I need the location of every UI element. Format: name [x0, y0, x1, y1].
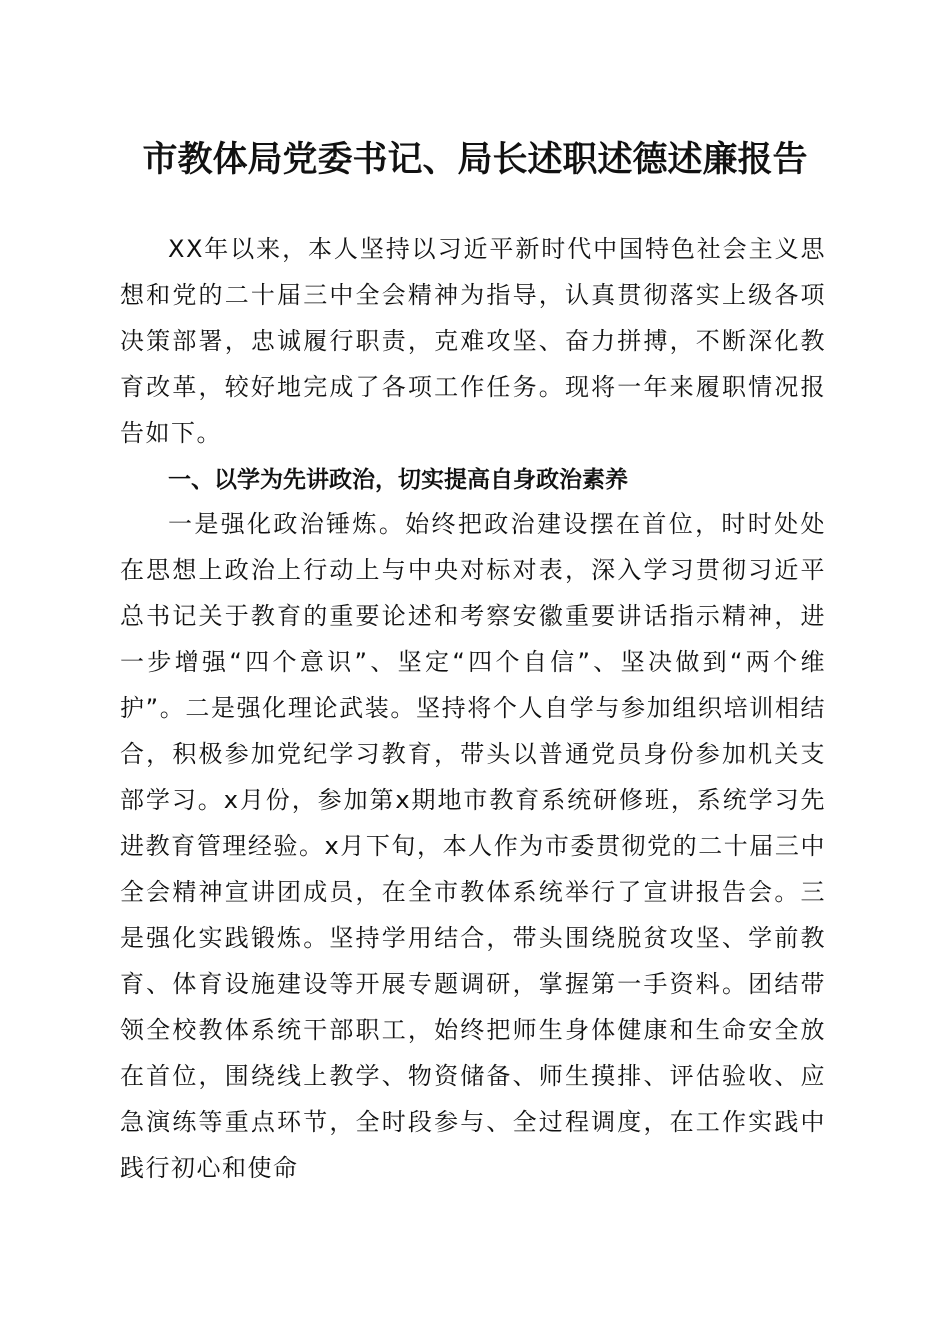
- section-heading: 一、以学为先讲政治，切实提高自身政治素养: [168, 467, 628, 493]
- document-title: 市教体局党委书记、局长述职述德述廉报告: [142, 139, 808, 180]
- section-paragraph: 一是强化政治锤炼。始终把政治建设摆在首位，时时处处在思想上政治上行动上与中央对标对表，深入学习贯彻习近平总书记关于教育的重要论述和考察安徽重要讲话指示精神，进一步增强“四个意识”、坚定“四个自信”、坚决做到“两个维护”。二是强化理论武装。坚持将个人自学与参加组织培训相结合，积极参加党纪学习教育，带头以普通党员身份参加机关支部学习。x月份，参加第x期地市教育系统研修班，系统学习先进教育管理经验。x月下旬，本人作为市委贯彻党的二十届三中全会精神宣讲团成员，在全市教体系统举行了宣讲报告会。三是强化实践锻炼。坚持学用结合，带头围绕脱贫攻坚、学前教育、体育设施建设等开展专题调研，掌握第一手资料。团结带领全校教体系统干部职工，始终把师生身体健康和生命安全放在首位，围绕线上教学、物资储备、师生摸排、评估验收、应急演练等重点环节，全时段参与、全过程调度，在工作实践中践行初心和使命: [120, 510, 826, 1182]
- intro-paragraph: XX年以来，本人坚持以习近平新时代中国特色社会主义思想和党的二十届三中全会精神为指导，认真贯彻落实上级各项决策部署，忠诚履行职责，克难攻坚、奋力拼搏，不断深化教育改革，较好地完成了各项工作任务。现将一年来履职情况报告如下。: [120, 235, 826, 447]
